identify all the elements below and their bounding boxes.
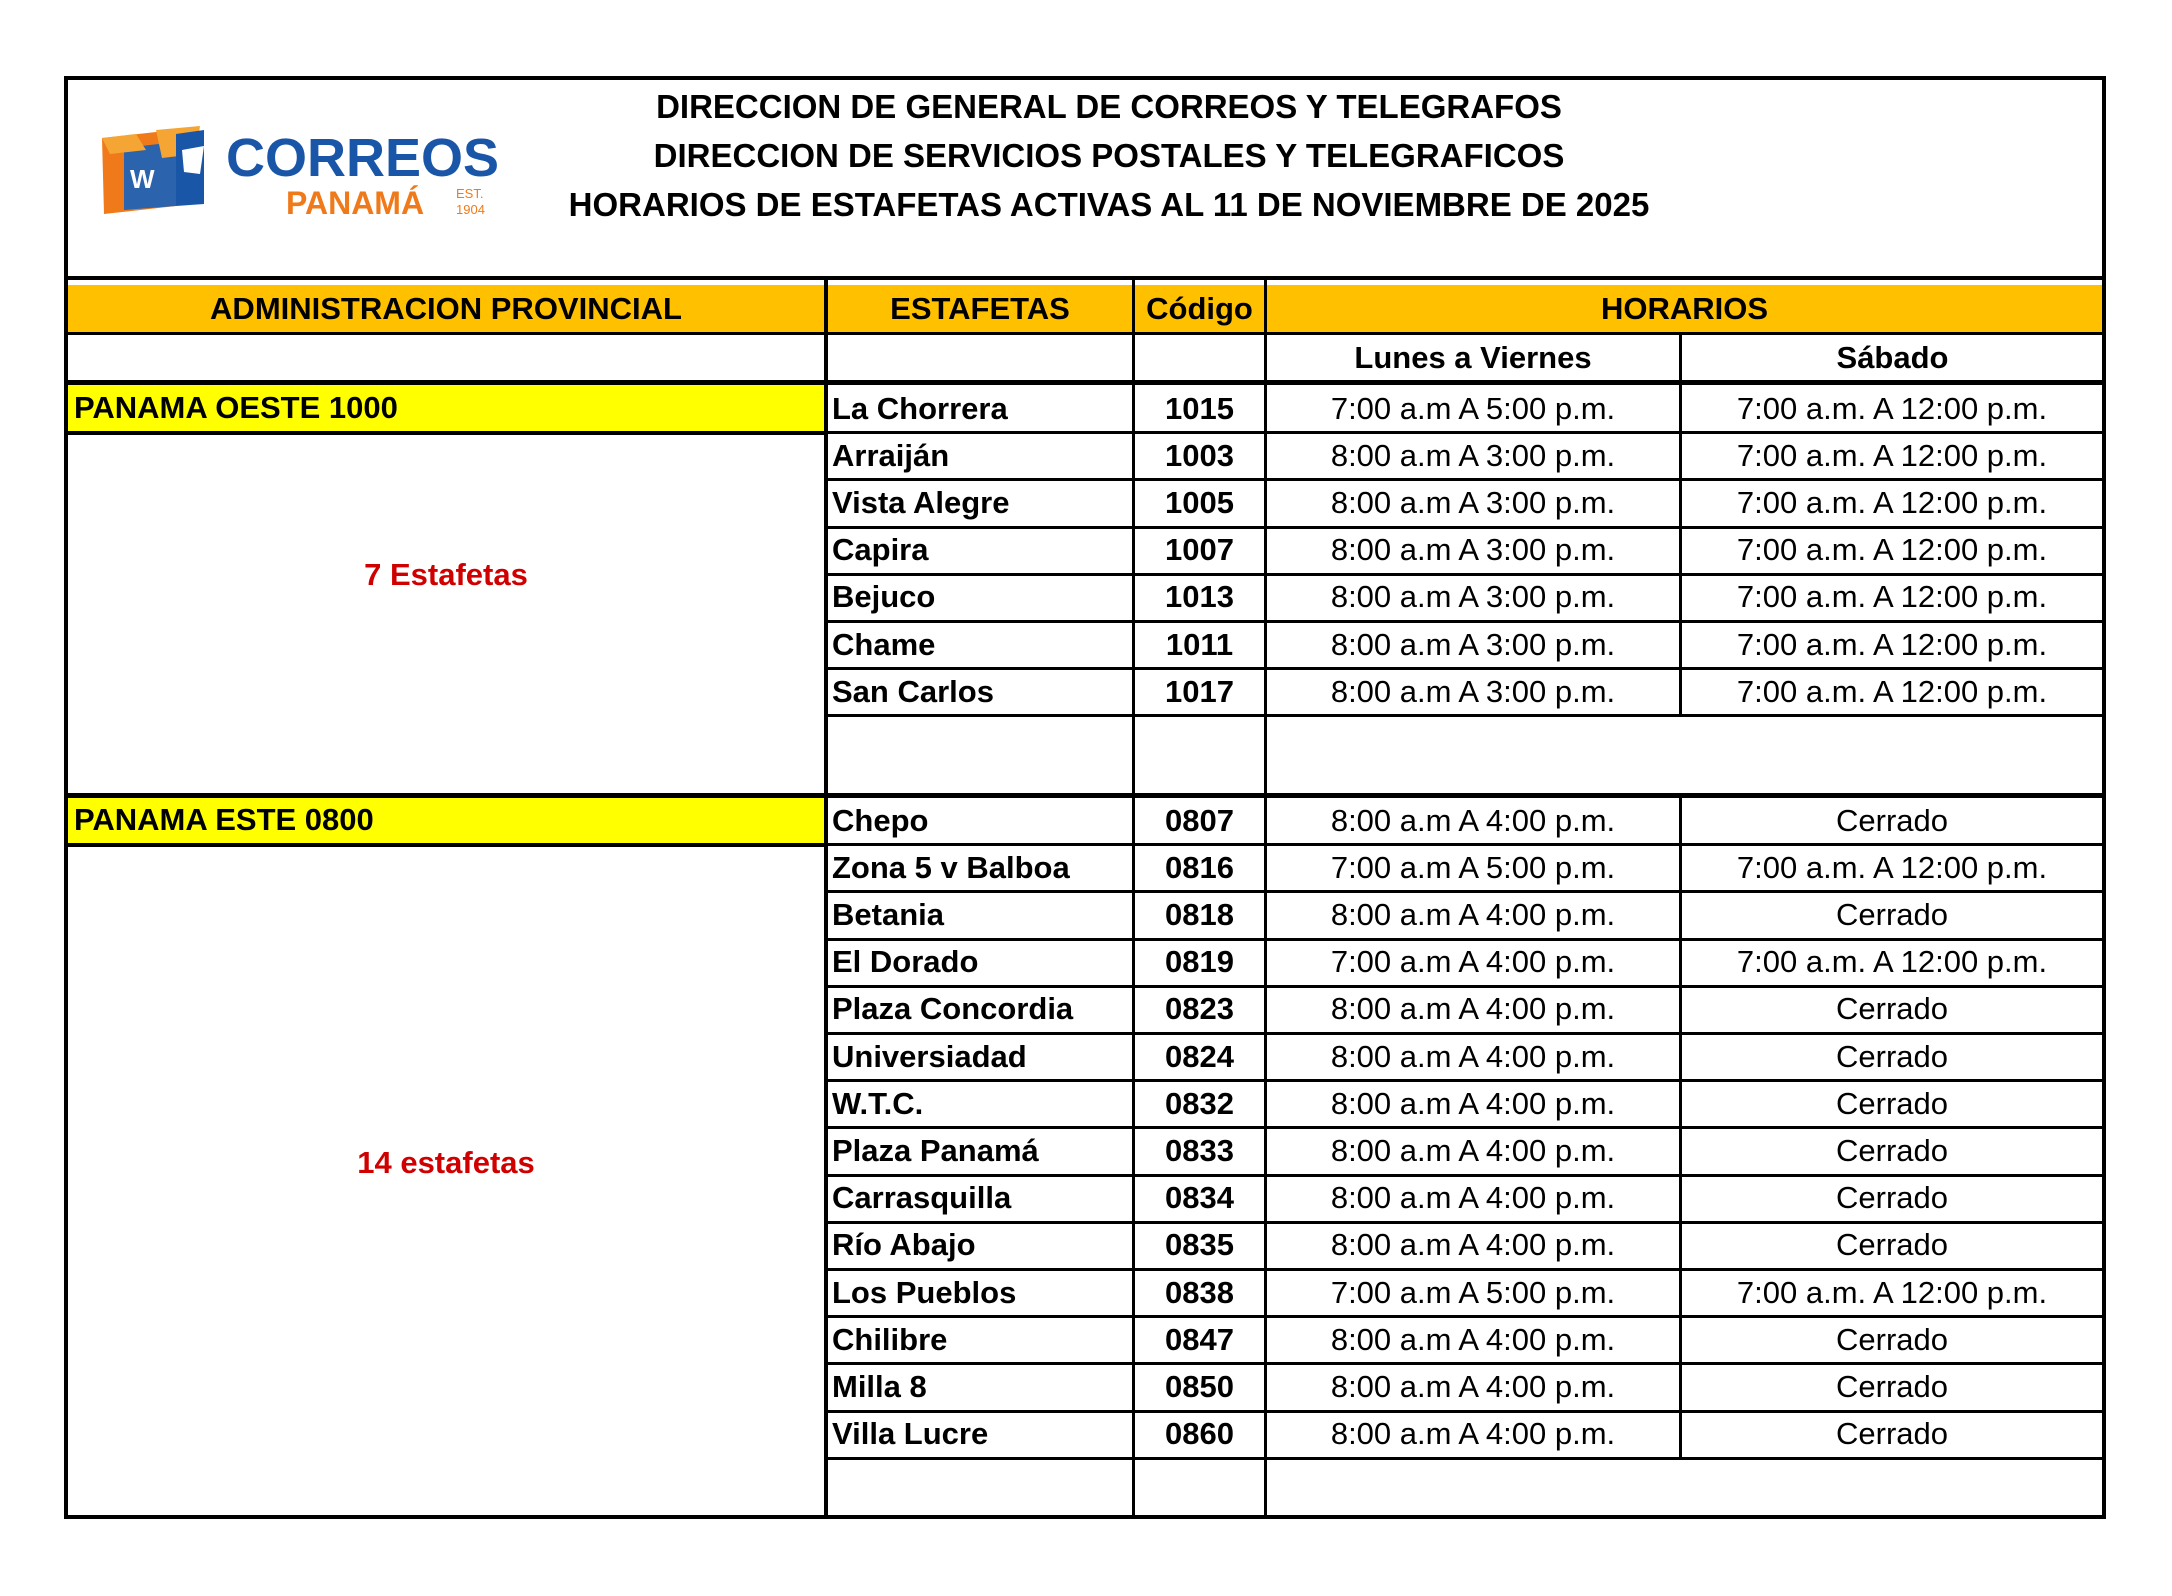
weekday-hours: 8:00 a.m A 4:00 p.m. <box>1330 1132 1616 1168</box>
row-line <box>824 843 2102 846</box>
estafeta-code: 0807 <box>1165 802 1234 838</box>
col-line-4-group1 <box>1679 385 1682 715</box>
row-line <box>824 1362 2102 1365</box>
saturday-hours: Cerrado <box>1836 1085 1948 1121</box>
row-line <box>824 1268 2102 1271</box>
estafeta-code: 0833 <box>1165 1132 1234 1168</box>
estafeta-code: 0823 <box>1165 991 1234 1027</box>
row-line <box>824 620 2102 623</box>
saturday-hours: 7:00 a.m. A 12:00 p.m. <box>1736 849 2048 885</box>
row-line <box>824 1221 2102 1224</box>
weekday-hours: 8:00 a.m A 3:00 p.m. <box>1330 579 1616 615</box>
saturday-hours: 7:00 a.m. A 12:00 p.m. <box>1736 944 2048 980</box>
schedule-sheet <box>64 76 2106 1519</box>
group-label-underline <box>68 843 824 847</box>
header-line-3: HORARIOS DE ESTAFETAS ACTIVAS AL 11 DE NOVIEMBRE DE 2025 <box>568 186 1650 223</box>
header-line-2: DIRECCION DE SERVICIOS POSTALES Y TELEGRAFICOS <box>653 137 1565 174</box>
col-header-saturday: Sábado <box>1836 340 1949 375</box>
estafeta-code: 0824 <box>1165 1038 1234 1074</box>
estafeta-name: Arraiján <box>832 437 950 473</box>
estafeta-code: 0818 <box>1165 896 1234 932</box>
row-line <box>824 573 2102 576</box>
weekday-hours: 7:00 a.m A 4:00 p.m. <box>1330 944 1616 980</box>
row-line <box>824 478 2102 481</box>
group-label: PANAMA ESTE 0800 <box>68 797 824 843</box>
row-line <box>824 1410 2102 1413</box>
svg-text:W: W <box>130 164 155 194</box>
estafeta-name: Zona 5 v Balboa <box>832 849 1070 885</box>
saturday-hours: 7:00 a.m. A 12:00 p.m. <box>1736 390 2048 426</box>
saturday-hours: Cerrado <box>1836 1416 1948 1452</box>
estafeta-code: 1005 <box>1165 484 1234 520</box>
estafeta-name: Universiadad <box>832 1038 1027 1074</box>
saturday-hours: Cerrado <box>1836 1038 1948 1074</box>
estafeta-code: 0838 <box>1165 1274 1234 1310</box>
estafeta-code: 0860 <box>1165 1416 1234 1452</box>
saturday-hours: 7:00 a.m. A 12:00 p.m. <box>1736 1274 2048 1310</box>
col-header-codigo: Código <box>1135 285 1264 332</box>
estafeta-name: Betania <box>832 896 944 932</box>
logo-year: 1904 <box>456 202 485 217</box>
row-line <box>824 1457 2102 1460</box>
saturday-hours: 7:00 a.m. A 12:00 p.m. <box>1736 673 2048 709</box>
estafeta-name: Milla 8 <box>832 1368 927 1404</box>
weekday-hours: 7:00 a.m A 5:00 p.m. <box>1330 1274 1616 1310</box>
col-line-3 <box>1264 280 1267 1519</box>
estafeta-name: Plaza Panamá <box>832 1132 1039 1168</box>
row-line <box>824 938 2102 941</box>
estafeta-code: 0816 <box>1165 849 1234 885</box>
col-line-4-header <box>1679 332 1682 382</box>
estafeta-name: Chame <box>832 626 936 662</box>
estafeta-name: Capira <box>832 532 929 568</box>
weekday-hours: 8:00 a.m A 4:00 p.m. <box>1330 1321 1616 1357</box>
weekday-hours: 8:00 a.m A 4:00 p.m. <box>1330 991 1616 1027</box>
header-line-1: DIRECCION DE GENERAL DE CORREOS Y TELEGRAFOS <box>656 88 1562 125</box>
estafeta-code: 1011 <box>1165 626 1234 662</box>
estafeta-count: 7 Estafetas <box>364 557 528 592</box>
saturday-hours: Cerrado <box>1836 896 1948 932</box>
col-line-4-group2 <box>1679 797 1682 1458</box>
col-header-horarios: HORARIOS <box>1267 285 2102 332</box>
saturday-hours: Cerrado <box>1836 1132 1948 1168</box>
group-separator <box>68 793 2102 798</box>
estafeta-code: 1003 <box>1165 437 1234 473</box>
estafeta-code: 1015 <box>1165 390 1234 426</box>
estafeta-name: Bejuco <box>832 579 936 615</box>
saturday-hours: Cerrado <box>1836 1227 1948 1263</box>
estafeta-name: Carrasquilla <box>832 1180 1012 1216</box>
estafeta-name: La Chorrera <box>832 390 1008 426</box>
weekday-hours: 8:00 a.m A 4:00 p.m. <box>1330 802 1616 838</box>
weekday-hours: 8:00 a.m A 4:00 p.m. <box>1330 1038 1616 1074</box>
row-line <box>824 1079 2102 1082</box>
row-line <box>824 667 2102 670</box>
col-header-admin: ADMINISTRACION PROVINCIAL <box>68 285 824 332</box>
estafeta-code: 0819 <box>1165 944 1234 980</box>
weekday-hours: 8:00 a.m A 4:00 p.m. <box>1330 1368 1616 1404</box>
weekday-hours: 8:00 a.m A 3:00 p.m. <box>1330 437 1616 473</box>
estafeta-name: Villa Lucre <box>832 1416 989 1452</box>
weekday-hours: 8:00 a.m A 4:00 p.m. <box>1330 1085 1616 1121</box>
saturday-hours: Cerrado <box>1836 1368 1948 1404</box>
estafeta-name: El Dorado <box>832 944 979 980</box>
weekday-hours: 8:00 a.m A 4:00 p.m. <box>1330 1227 1616 1263</box>
row-line <box>824 1315 2102 1318</box>
row-line <box>824 1174 2102 1177</box>
estafeta-name: San Carlos <box>832 673 994 709</box>
estafeta-name: Plaza Concordia <box>832 991 1074 1027</box>
logo-country: PANAMÁ <box>286 185 425 221</box>
header-row-line <box>68 332 2102 335</box>
logo-brand: CORREOS <box>226 128 500 188</box>
estafeta-code: 1007 <box>1165 532 1234 568</box>
row-line <box>824 1126 2102 1129</box>
estafeta-code: 0847 <box>1165 1321 1234 1357</box>
row-line <box>824 714 2102 717</box>
saturday-hours: 7:00 a.m. A 12:00 p.m. <box>1736 579 2048 615</box>
estafeta-code: 0850 <box>1165 1368 1234 1404</box>
estafeta-name: Chilibre <box>832 1321 948 1357</box>
weekday-hours: 8:00 a.m A 4:00 p.m. <box>1330 1180 1616 1216</box>
estafeta-code: 0834 <box>1165 1180 1234 1216</box>
estafeta-code: 1017 <box>1165 673 1234 709</box>
weekday-hours: 8:00 a.m A 3:00 p.m. <box>1330 484 1616 520</box>
estafeta-code: 1013 <box>1165 579 1234 615</box>
saturday-hours: Cerrado <box>1836 1180 1948 1216</box>
estafeta-name: Chepo <box>832 802 929 838</box>
estafeta-code: 0835 <box>1165 1227 1234 1263</box>
estafeta-name: Los Pueblos <box>832 1274 1017 1310</box>
col-header-estafetas: ESTAFETAS <box>828 285 1132 332</box>
saturday-hours: 7:00 a.m. A 12:00 p.m. <box>1736 532 2048 568</box>
estafeta-name: W.T.C. <box>832 1085 924 1121</box>
estafeta-count: 14 estafetas <box>357 1145 535 1180</box>
row-line <box>824 1032 2102 1035</box>
row-line <box>824 985 2102 988</box>
header-divider <box>68 276 2102 280</box>
weekday-hours: 8:00 a.m A 3:00 p.m. <box>1330 673 1616 709</box>
weekday-hours: 8:00 a.m A 4:00 p.m. <box>1330 896 1616 932</box>
estafeta-name: Río Abajo <box>832 1227 976 1263</box>
col-header-weekday: Lunes a Viernes <box>1354 340 1592 375</box>
estafeta-code: 0832 <box>1165 1085 1234 1121</box>
saturday-hours: 7:00 a.m. A 12:00 p.m. <box>1736 484 2048 520</box>
estafeta-name: Vista Alegre <box>832 484 1010 520</box>
row-line <box>824 526 2102 529</box>
weekday-hours: 8:00 a.m A 3:00 p.m. <box>1330 626 1616 662</box>
group-label: PANAMA OESTE 1000 <box>68 385 824 431</box>
weekday-hours: 8:00 a.m A 3:00 p.m. <box>1330 532 1616 568</box>
col-line-1 <box>824 280 828 1519</box>
col-line-2 <box>1132 280 1135 1519</box>
saturday-hours: Cerrado <box>1836 802 1948 838</box>
saturday-hours: 7:00 a.m. A 12:00 p.m. <box>1736 437 2048 473</box>
subheader-row-line <box>68 380 2102 385</box>
weekday-hours: 8:00 a.m A 4:00 p.m. <box>1330 1416 1616 1452</box>
row-line <box>824 890 2102 893</box>
saturday-hours: Cerrado <box>1836 1321 1948 1357</box>
logo-est: EST. <box>456 186 484 201</box>
row-line <box>824 431 2102 434</box>
weekday-hours: 7:00 a.m A 5:00 p.m. <box>1330 390 1616 426</box>
group-label-underline <box>68 431 824 435</box>
saturday-hours: 7:00 a.m. A 12:00 p.m. <box>1736 626 2048 662</box>
saturday-hours: Cerrado <box>1836 991 1948 1027</box>
weekday-hours: 7:00 a.m A 5:00 p.m. <box>1330 849 1616 885</box>
